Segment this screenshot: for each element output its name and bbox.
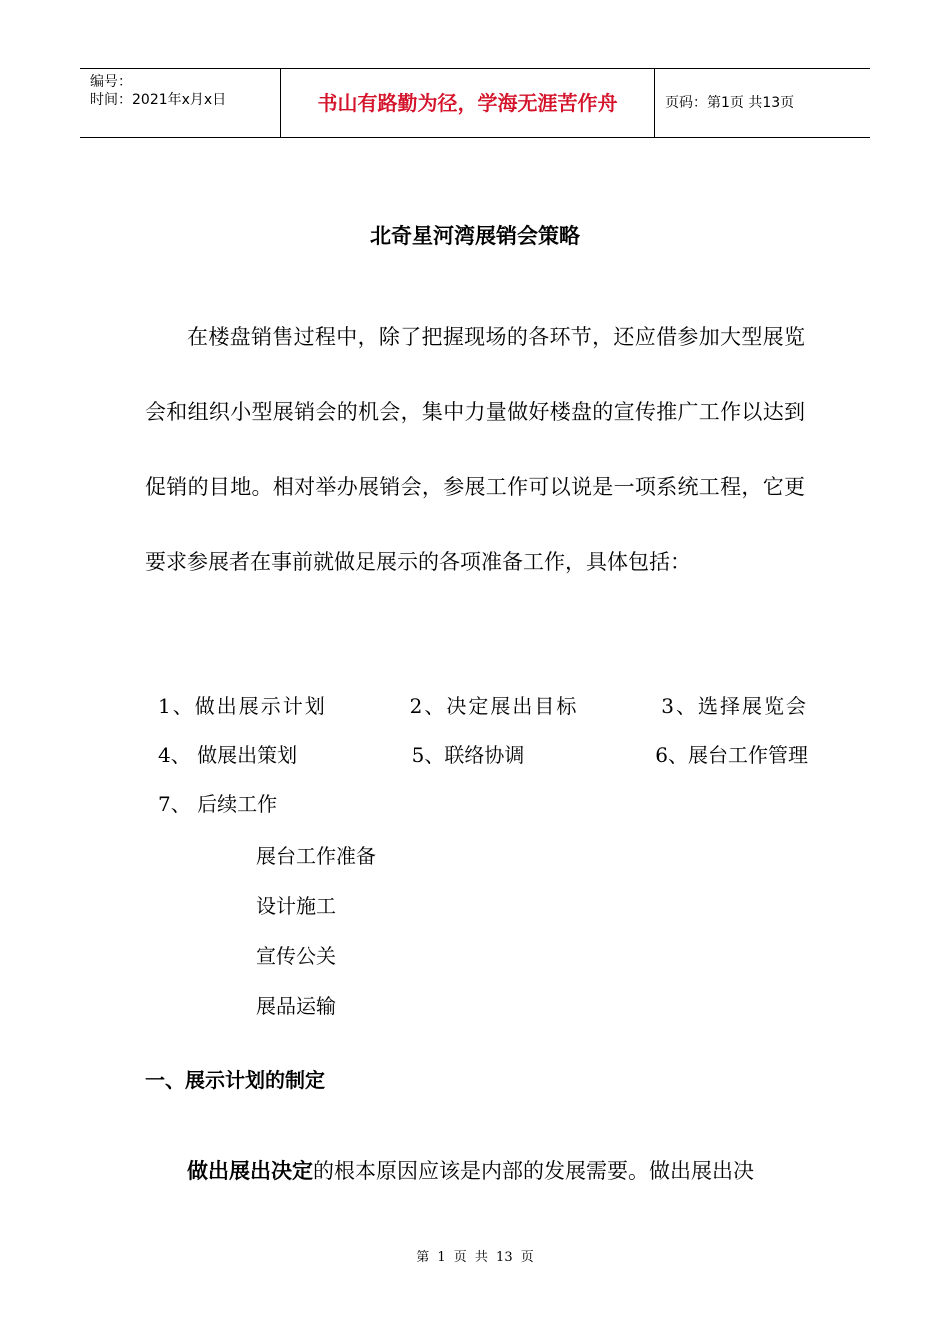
document-title: 北奇星河湾展销会策略 — [370, 224, 580, 248]
number-label: 编号： — [90, 74, 132, 90]
paragraph-text: 的根本原因应该是内部的发展需要。做出展出决 — [313, 1159, 754, 1183]
sub-item: 展品运输 — [256, 994, 336, 1018]
steps-row-2 — [158, 739, 808, 768]
page-footer: 第 1 页 共 13 页 — [416, 1250, 534, 1265]
body-paragraph — [145, 1155, 805, 1185]
section-heading: 一、展示计划的制定 — [145, 1068, 325, 1092]
sub-item: 设计施工 — [256, 894, 336, 918]
steps-row-1 — [158, 690, 808, 719]
intro-paragraph: 在楼盘销售过程中，除了把握现场的各环节，还应借参加大型展览会和组织小型展销会的机会，集中力量做好楼盘的宣传推广工作以达到促销的目地。相对举办展销会，参展工作可以说是一项系统工程，它更要求参展者在事前就做足展示的各项准备工作，具体包括： — [145, 325, 805, 574]
step-item: 3、选择展览会 — [661, 694, 808, 718]
step-item: 5、联络协调 — [411, 743, 525, 767]
header-motto: 书山有路勤为径，学海无涯苦作舟 — [280, 69, 655, 137]
step-item: 2、决定展出目标 — [409, 694, 579, 718]
step-item: 4、 做展出策划 — [158, 743, 298, 767]
step-item: 7、 后续工作 — [158, 792, 278, 816]
page-header — [80, 68, 870, 138]
time-label: 时间：2021年x月x日 — [90, 92, 227, 108]
header-page-info: 页码：第1页 共13页 — [665, 95, 795, 111]
header-meta — [80, 69, 280, 137]
bold-phrase: 做出展出决定 — [187, 1159, 313, 1183]
step-item: 6、展台工作管理 — [655, 743, 808, 767]
sub-item: 宣传公关 — [256, 944, 336, 968]
steps-row-3 — [158, 788, 808, 817]
step-item: 1、做出展示计划 — [158, 694, 327, 718]
sub-item: 展台工作准备 — [256, 844, 376, 868]
